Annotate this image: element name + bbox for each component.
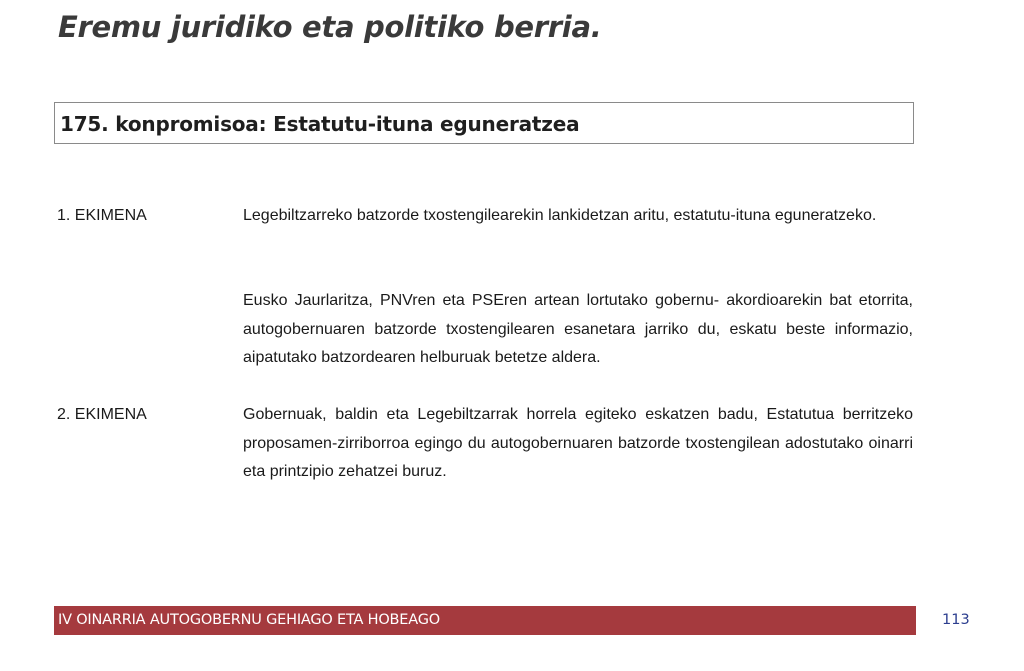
initiative-1-label: 1. EKIMENA (57, 207, 147, 224)
footer-bar (54, 606, 916, 635)
initiative-2-label: 2. EKIMENA (57, 406, 147, 423)
page-number: 113 (942, 612, 970, 628)
initiative-2-paragraph-1: Gobernuak, baldin eta Legebiltzarrak horrela egiteko eskatzen badu, Estatutua berritzeko proposamen-zirriborroa egingo du autogobernuaren batzorde txostengilean adostutako oinarri eta printzipio zehatzei buruz. (243, 406, 913, 480)
commitment-title: 175. konpromisoa: Estatutu-ituna eguneratzea (60, 112, 580, 136)
initiative-1-paragraph-1: Legebiltzarreko batzorde txostengilearekin lankidetzan aritu, estatutu-ituna eguneratzeko. (243, 207, 877, 224)
initiative-1-paragraph-2: Eusko Jaurlaritza, PNVren eta PSEren artean lortutako gobernu‑ akordioarekin bat etorrita, autogobernuaren batzorde txostengilearen esanetara jarriko du, eskatu beste informazio, aipatutako batzordearen helburuak betetze aldera. (243, 292, 913, 366)
footer-text: IV OINARRIA AUTOGOBERNU GEHIAGO ETA HOBEAGO (58, 612, 440, 628)
commitment-box (54, 102, 914, 144)
section-title: Eremu juridiko eta politiko berria. (58, 10, 602, 44)
